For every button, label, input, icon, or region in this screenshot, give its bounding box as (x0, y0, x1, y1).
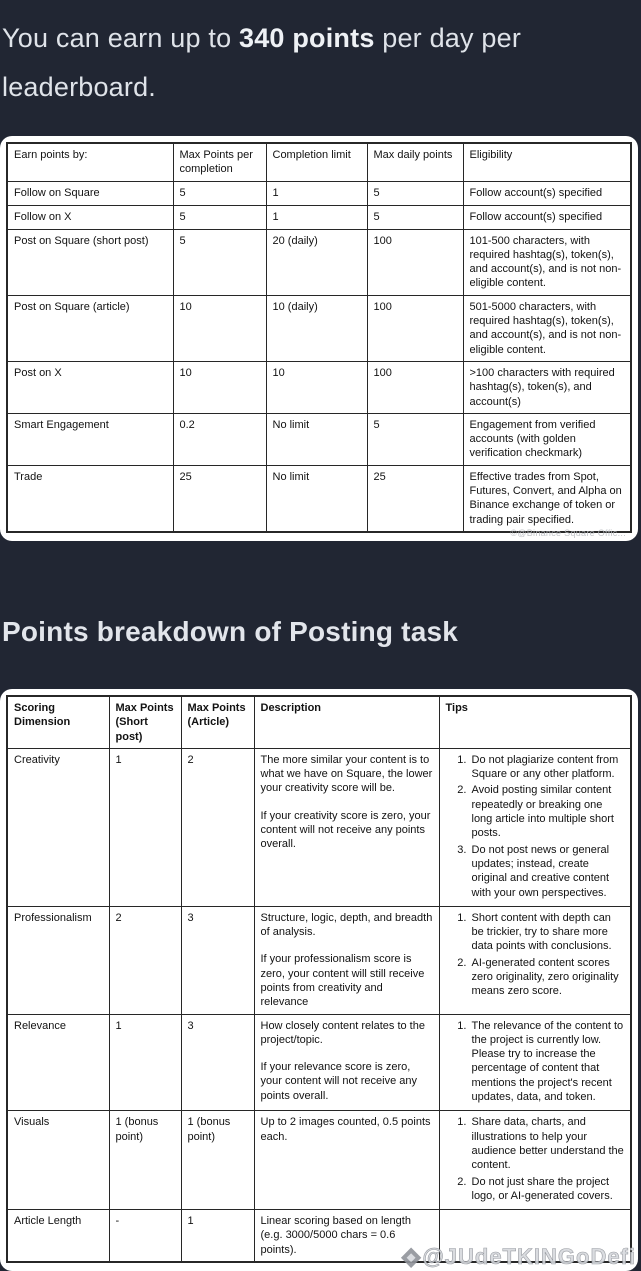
description-paragraph: If your creativity score is zero, your content will not receive any points overall. (260, 809, 431, 851)
table-cell: Post on Square (article) (7, 295, 173, 361)
tip-item: 3. Do not post news or general updates; instead, create original and creative content with your own perspectives. (470, 843, 625, 900)
tip-item: 2. AI-generated content scores zero originality, zero originality means zero score. (470, 956, 625, 999)
table-cell: 100 (367, 295, 463, 361)
table-cell-short-post: 1 (109, 1014, 181, 1111)
table-cell: 10 (266, 361, 367, 413)
column-header: Description (254, 696, 439, 748)
table-cell-short-post: 1 (bonus point) (109, 1111, 181, 1210)
table-row (7, 181, 631, 205)
table-cell: 25 (367, 465, 463, 532)
table-row (7, 1111, 631, 1210)
table-cell: 10 (173, 295, 266, 361)
table-cell: Smart Engagement (7, 413, 173, 465)
table-cell: 25 (173, 465, 266, 532)
intro-post: per day per leaderboard. (2, 23, 522, 102)
column-header: Earn points by: (7, 143, 173, 181)
table-cell: 20 (daily) (266, 229, 367, 295)
scoring-table (6, 695, 632, 1263)
column-header: Scoring Dimension (7, 696, 109, 748)
table-row (7, 295, 631, 361)
scoring-table-image[interactable] (0, 689, 638, 1271)
tip-item: 2. Avoid posting similar content repeatedly or breaking one long article into multiple short posts. (470, 783, 625, 840)
table-cell-dimension: Professionalism (7, 906, 109, 1014)
column-header: Max Points (Short post) (109, 696, 181, 748)
watermark-kingdefi (402, 1242, 636, 1271)
table-cell: 1 (266, 181, 367, 205)
description-paragraph: If your professionalism score is zero, your content will still receive points from creativity and relevance (260, 953, 425, 1009)
table-cell: 5 (173, 205, 266, 229)
watermark-binance-square: ©@Binance Square Offic... (510, 527, 626, 538)
table-cell: No limit (266, 465, 367, 532)
table-cell-short-post: - (109, 1210, 181, 1262)
table-cell-dimension: Creativity (7, 748, 109, 906)
table-row (7, 413, 631, 465)
table-row (7, 465, 631, 532)
tips-list (446, 753, 625, 900)
table-cell-article: 3 (181, 906, 254, 1014)
earn-points-table-image[interactable] (0, 136, 638, 541)
earn-points-table (6, 142, 632, 533)
table-cell: 10 (daily) (266, 295, 367, 361)
intro-pre: You can earn up to (2, 23, 239, 53)
description-paragraph: Linear scoring based on length (e.g. 3000/5000 chars = 0.6 points). (260, 1215, 411, 1256)
table-cell-tips (439, 1014, 631, 1111)
tip-item: 1. Short content with depth can be trickier, try to share more data points with conclusions. (470, 911, 625, 954)
column-header: Max Points (Article) (181, 696, 254, 748)
table-cell: 10 (173, 361, 266, 413)
table-cell: 5 (367, 181, 463, 205)
column-header: Max Points per completion (173, 143, 266, 181)
intro-text (0, 0, 641, 112)
description-paragraph: How closely content relates to the project/topic. (260, 1019, 425, 1046)
table-cell: 5 (367, 205, 463, 229)
table-cell-short-post: 1 (109, 748, 181, 906)
table-cell-tips (439, 906, 631, 1014)
table-cell: Post on Square (short post) (7, 229, 173, 295)
table-cell-short-post: 2 (109, 906, 181, 1014)
table-cell: Follow account(s) specified (463, 205, 631, 229)
diamond-icon: ◈ (401, 1243, 422, 1271)
table-cell: Follow on Square (7, 181, 173, 205)
table-cell: Engagement from verified accounts (with golden verification checkmark) (463, 413, 631, 465)
table-row (7, 748, 631, 906)
table-cell: >100 characters with required hashtag(s), token(s), and account(s) (463, 361, 631, 413)
tips-list (446, 1019, 625, 1105)
table-cell: 100 (367, 229, 463, 295)
table-cell: 0.2 (173, 413, 266, 465)
description-paragraph: If your relevance score is zero, your content will not receive any points overall. (260, 1061, 418, 1102)
section-title: Points breakdown of Posting task (2, 615, 459, 647)
description-paragraph: The more similar your content is to what we have on Square, the lower your creativity score will be. (260, 753, 433, 795)
table-cell-description (254, 1111, 439, 1210)
tips-list (446, 911, 625, 999)
table-cell-description (254, 1014, 439, 1111)
table-cell-description (254, 748, 439, 906)
table-cell: Post on X (7, 361, 173, 413)
table-row (7, 205, 631, 229)
column-header: Completion limit (266, 143, 367, 181)
column-header: Tips (439, 696, 631, 748)
table-row (7, 906, 631, 1014)
table-cell-tips (439, 1111, 631, 1210)
table-header-row (7, 143, 631, 181)
table-cell-article: 1 (bonus point) (181, 1111, 254, 1210)
table-cell-article: 3 (181, 1014, 254, 1111)
tip-item: 1. Share data, charts, and illustrations to help your audience better understand the content. (470, 1115, 625, 1172)
table-cell: No limit (266, 413, 367, 465)
table-row (7, 1014, 631, 1111)
table-row (7, 361, 631, 413)
table-cell: 501-5000 characters, with required hashtag(s), token(s), and account(s), and is not non-eligible content. (463, 295, 631, 361)
table-header-row (7, 696, 631, 748)
tip-item: 1. The relevance of the content to the project is currently low. Please try to increase the percentage of content that mentions the project's recent updates, data, and token. (470, 1019, 625, 1105)
description-paragraph: Up to 2 images counted, 0.5 points each. (260, 1116, 431, 1143)
column-header: Max daily points (367, 143, 463, 181)
tips-list (446, 1115, 625, 1203)
table-cell-dimension: Visuals (7, 1111, 109, 1210)
table-cell: 5 (173, 229, 266, 295)
table-cell: Follow on X (7, 205, 173, 229)
tip-item: 2. Do not just share the project logo, or AI-generated covers. (470, 1175, 625, 1204)
intro-bold-points: 340 points (239, 23, 375, 53)
table-row (7, 229, 631, 295)
tip-item: 1. Do not plagiarize content from Square or any other platform. (470, 753, 625, 782)
table-cell: 100 (367, 361, 463, 413)
table-cell: 5 (173, 181, 266, 205)
table-cell: Follow account(s) specified (463, 181, 631, 205)
column-header: Eligibility (463, 143, 631, 181)
table-cell: Trade (7, 465, 173, 532)
table-cell: 5 (367, 413, 463, 465)
description-paragraph: Structure, logic, depth, and breadth of analysis. (260, 911, 433, 939)
table-cell: 101-500 characters, with required hashtag(s), token(s), and account(s), and is not non-eligible content. (463, 229, 631, 295)
table-cell: 1 (266, 205, 367, 229)
table-cell-tips (439, 748, 631, 906)
table-cell-dimension: Article Length (7, 1210, 109, 1262)
table-cell: Effective trades from Spot, Futures, Convert, and Alpha on Binance exchange of token or trading pair specified. (463, 465, 631, 532)
table-cell-description (254, 906, 439, 1014)
table-cell-dimension: Relevance (7, 1014, 109, 1111)
table-cell-article: 1 (181, 1210, 254, 1262)
table-cell-article: 2 (181, 748, 254, 906)
watermark-text: @JUdeTKINGoDefi (422, 1244, 636, 1270)
